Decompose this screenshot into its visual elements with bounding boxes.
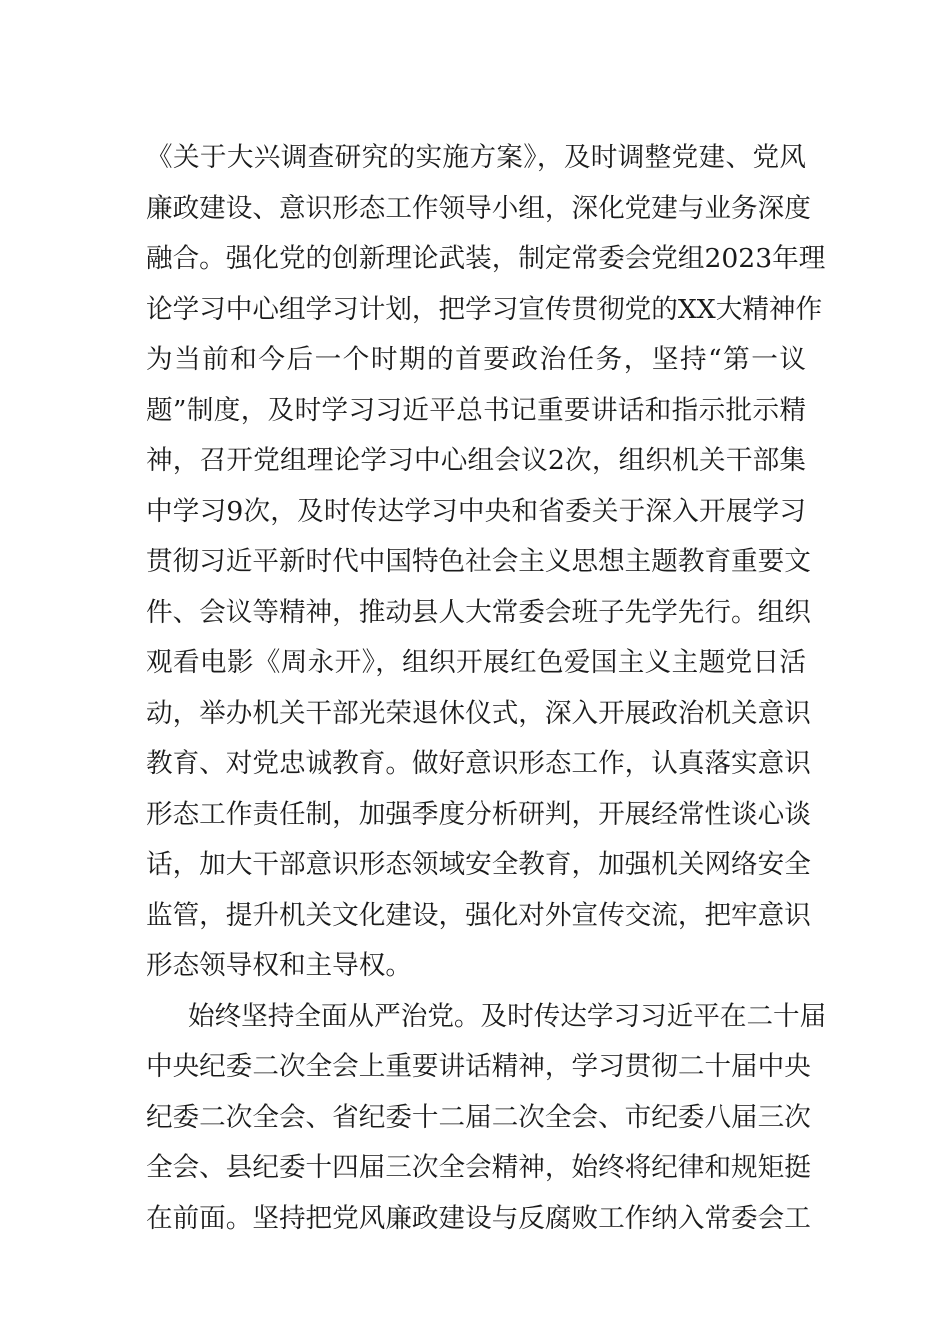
text-line: 观看电影《周永开》，组织开展红色爱国主义主题党日活 bbox=[146, 647, 806, 678]
text-line: 教育、对党忠诚教育。做好意识形态工作，认真落实意识 bbox=[146, 748, 811, 779]
text-line: 廉政建设、意识形态工作领导小组，深化党建与业务深度 bbox=[146, 192, 811, 224]
text-line: 全会、县纪委十四届三次全会精神，始终将纪律和规矩挺 bbox=[146, 1152, 811, 1183]
text-line: 监管，提升机关文化建设，强化对外宣传交流，把牢意识 bbox=[146, 899, 811, 931]
text-line: 论学习中心组学习计划，把学习宣传贯彻党的XX大精神作 bbox=[146, 293, 823, 325]
text-line: 为当前和今后一个时期的首要政治任务，坚持“第一议 bbox=[146, 344, 806, 375]
document-body bbox=[146, 133, 827, 1244]
text-line: 题”制度，及时学习习近平总书记重要讲话和指示批示精 bbox=[146, 394, 806, 426]
text-line: 形态领导权和主导权。 bbox=[146, 950, 412, 981]
text-line: 中央纪委二次全会上重要讲话精神，学习贯彻二十届中央 bbox=[146, 1051, 811, 1082]
text-line: 《关于大兴调查研究的实施方案》，及时调整党建、党风 bbox=[146, 142, 806, 173]
paragraph-1 bbox=[146, 133, 826, 992]
text-line: 话，加大干部意识形态领域安全教育，加强机关网络安全 bbox=[146, 849, 811, 880]
text-line: 纪委二次全会、省纪委十二届二次全会、市纪委八届三次 bbox=[146, 1101, 811, 1133]
paragraph-2 bbox=[146, 992, 827, 1245]
text-line: 动，举办机关干部光荣退休仪式，深入开展政治机关意识 bbox=[146, 697, 811, 729]
text-line: 融合。强化党的创新理论武装，制定常委会党组2023年理 bbox=[146, 243, 826, 274]
text-line: 件、会议等精神，推动县人大常委会班子先学先行。组织 bbox=[146, 596, 811, 628]
text-line: 始终坚持全面从严治党。及时传达学习习近平在二十届 bbox=[188, 1000, 827, 1032]
text-line: 中学习9次，及时传达学习中央和省委关于深入开展学习 bbox=[146, 495, 806, 527]
text-line: 在前面。坚持把党风廉政建设与反腐败工作纳入常委会工 bbox=[146, 1202, 811, 1234]
text-line: 神，召开党组理论学习中心组会议2次，组织机关干部集 bbox=[146, 445, 806, 476]
text-line: 贯彻习近平新时代中国特色社会主义思想主题教育重要文 bbox=[146, 546, 811, 577]
text-line: 形态工作责任制，加强季度分析研判，开展经常性谈心谈 bbox=[146, 798, 811, 830]
